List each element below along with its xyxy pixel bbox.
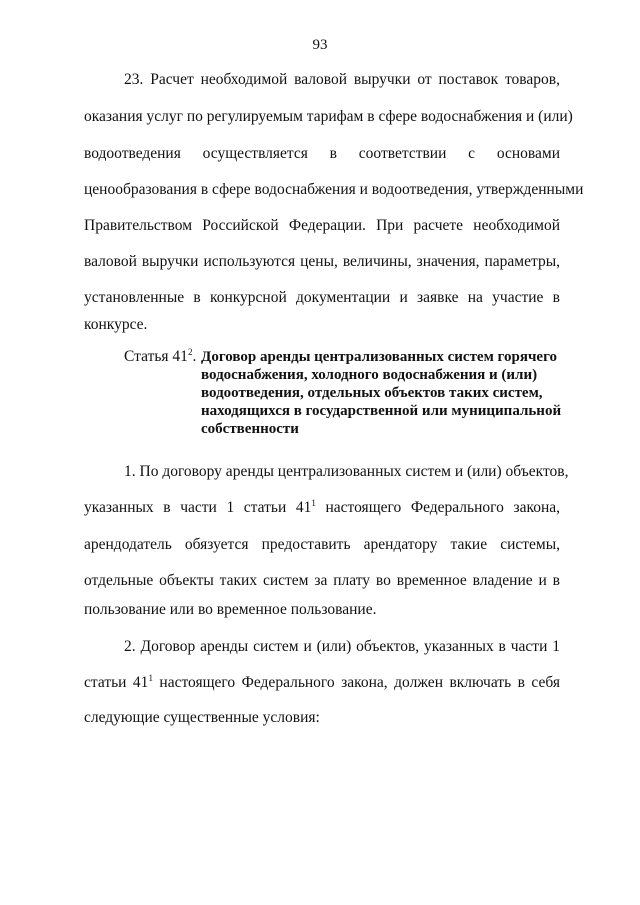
- line-segment: настоящего Федерального закона, должен включать в себя: [152, 674, 560, 691]
- page-number: 93: [312, 37, 328, 53]
- article-title-line: водоснабжения, холодного водоснабжения и (или): [201, 367, 538, 383]
- article-title-line: Договор аренды централизованных систем горячего: [201, 349, 558, 365]
- paragraph-line: установленные в конкурсной документации и заявке на участие в: [84, 289, 560, 306]
- paragraph-line: валовой выручки используются цены, величины, значения, параметры,: [84, 253, 560, 270]
- line-segment: указанных в части 1 статьи 41: [84, 499, 312, 516]
- paragraph-line: оказания услуг по регулируемым тарифам в сфере водоснабжения и (или): [84, 108, 573, 125]
- paragraph-line: Правительством Российской Федерации. При расчете необходимой: [84, 217, 560, 234]
- article-title-line: собственности: [201, 421, 299, 437]
- paragraph-line: следующие существенные условия:: [84, 709, 320, 726]
- paragraph-line: [84, 498, 560, 518]
- line-segment: настоящего Федерального закона,: [315, 499, 561, 516]
- paragraph-line: 2. Договор аренды систем и (или) объектов, указанных в части 1: [124, 638, 560, 655]
- line-segment: статьи 41: [84, 674, 149, 691]
- paragraph-line: конкурсе.: [84, 316, 148, 333]
- article-title-line: находящихся в государственной или муниципальной: [201, 403, 562, 419]
- article-label: [124, 348, 196, 366]
- paragraph-line: [84, 673, 560, 693]
- article-label-superscript: 2: [187, 347, 193, 357]
- article-title: [201, 348, 561, 438]
- superscript: 1: [148, 673, 153, 683]
- paragraph-line: отдельные объекты таких систем за плату во временное владение и в: [84, 572, 560, 589]
- superscript: 1: [311, 498, 316, 508]
- article-title-line: водоотведения, отдельных объектов таких систем,: [201, 385, 543, 401]
- article-label-text: Статья 41: [124, 348, 188, 365]
- paragraph-line: ценообразования в сфере водоснабжения и водоотведения, утвержденными: [84, 181, 584, 198]
- paragraph-line: водоотведения осуществляется в соответствии с основами: [84, 145, 560, 162]
- paragraph-line: 1. По договору аренды централизованных систем и (или) объектов,: [124, 463, 569, 480]
- paragraph-line: 23. Расчет необходимой валовой выручки от поставок товаров,: [124, 71, 560, 88]
- article-label-period: .: [192, 348, 197, 365]
- paragraph-line: арендодатель обязуется предоставить арендатору такие системы,: [84, 536, 560, 553]
- paragraph-line: пользование или во временное пользование.: [84, 601, 377, 618]
